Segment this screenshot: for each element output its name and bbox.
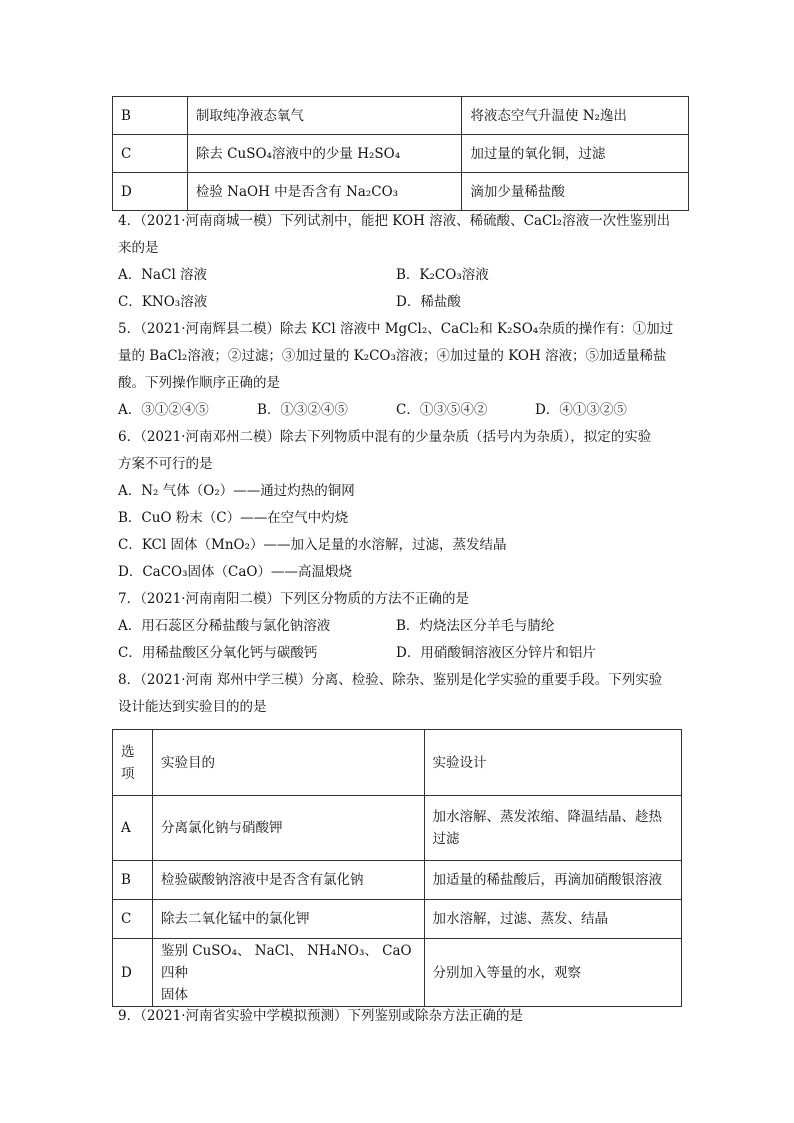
- table-row: [113, 97, 689, 135]
- design-cell: 分别加入等量的水，观察: [424, 939, 681, 1007]
- table-row: [113, 135, 689, 173]
- purpose-l1: 鉴别 CuSO₄、 NaCl、 NH₄NO₃、 CaO 四种: [160, 942, 412, 981]
- q6-option-d: D．CaCO₃固体（CaO）——高温煅烧: [118, 564, 352, 580]
- q5-option-a: A．③①②④⑤: [118, 402, 209, 418]
- q4-option-a: A．NaCl 溶液: [118, 267, 208, 283]
- design-cell: 加水溶解，过滤、蒸发、结晶: [424, 900, 681, 939]
- options-table-q3: [112, 96, 689, 211]
- design-l2: 过滤: [432, 831, 460, 847]
- q5-option-b: B．①③②④⑤: [257, 402, 348, 418]
- design-l1: 加水溶解、蒸发浓缩、降温结晶、趁热: [432, 809, 663, 825]
- q7-option-c: C．用稀盐酸区分氧化钙与碳酸钙: [118, 645, 318, 661]
- q8-stem-cont: 设计能达到实验目的的是: [118, 699, 267, 715]
- header-option: [113, 730, 153, 796]
- q7-option-a: A．用石蕊区分稀盐酸与氯化钠溶液: [118, 618, 331, 634]
- option-cell: B: [113, 861, 153, 900]
- q8-stem: 8．（2021·河南 郑州中学三模）分离、检验、除杂、鉴别是化学实验的重要手段。下列实验: [118, 672, 663, 688]
- purpose-cell: 检验 NaOH 中是否含有 Na₂CO₃: [187, 173, 462, 211]
- option-cell: C: [113, 135, 188, 173]
- table-header-row: [113, 730, 682, 796]
- header-design: 实验设计: [424, 730, 681, 796]
- purpose-cell: 除去二氧化锰中的氯化钾: [152, 900, 424, 939]
- table-row: [113, 861, 682, 900]
- q5-option-c: C．①③⑤④②: [396, 402, 488, 418]
- method-cell: 滴加少量稀盐酸: [462, 173, 689, 211]
- q5-stem-cont2: 酸。下列操作顺序正确的是: [118, 375, 280, 391]
- header-option-l1: 选: [121, 743, 135, 760]
- option-cell: D: [113, 173, 188, 211]
- q5-stem-cont: 量的 BaCl₂溶液；②过滤；③加过量的 K₂CO₃溶液；④加过量的 KOH 溶液；⑤加适量稀盐: [118, 348, 667, 364]
- q6-option-b: B．CuO 粉末（C）——在空气中灼烧: [118, 510, 349, 526]
- design-cell: [424, 796, 681, 861]
- q7-stem: 7．（2021·河南南阳二模）下列区分物质的方法不正确的是: [118, 591, 469, 607]
- option-cell: C: [113, 900, 153, 939]
- purpose-cell: 制取纯净液态氧气: [187, 97, 462, 135]
- options-table-q8: [112, 729, 682, 1007]
- q7-option-d: D．用硝酸铜溶液区分锌片和铝片: [396, 645, 596, 661]
- q9-stem: 9．（2021·河南省实验中学模拟预测）下列鉴别或除杂方法正确的是: [118, 1008, 523, 1024]
- q5-option-d: D．④①③②⑤: [535, 402, 627, 418]
- purpose-cell: 检验碳酸钠溶液中是否含有氯化钠: [152, 861, 424, 900]
- q5-stem: 5．（2021·河南辉县二模）除去 KCl 溶液中 MgCl₂、CaCl₂和 K₂SO₄杂质的操作有：①加过: [118, 321, 674, 337]
- q6-stem-cont: 方案不可行的是: [118, 456, 213, 472]
- q4-option-d: D．稀盐酸: [396, 294, 461, 310]
- q4-stem: 4．（2021·河南商城一模）下列试剂中，能把 KOH 溶液、稀硫酸、CaCl₂溶液一次性鉴别出: [118, 213, 671, 229]
- table-row: [113, 173, 689, 211]
- option-cell: D: [113, 939, 153, 1007]
- purpose-cell: [152, 939, 424, 1007]
- q6-option-a: A．N₂ 气体（O₂）——通过灼热的铜网: [118, 483, 355, 499]
- option-cell: A: [113, 796, 153, 861]
- table-row: [113, 796, 682, 861]
- q4-option-c: C．KNO₃溶液: [118, 294, 208, 310]
- q6-option-c: C．KCl 固体（MnO₂）——加入足量的水溶解，过滤，蒸发结晶: [118, 537, 507, 553]
- q4-option-b: B．K₂CO₃溶液: [396, 267, 489, 283]
- design-cell: 加适量的稀盐酸后，再滴加硝酸银溶液: [424, 861, 681, 900]
- purpose-cell: 除去 CuSO₄溶液中的少量 H₂SO₄: [187, 135, 462, 173]
- header-purpose: 实验目的: [152, 730, 424, 796]
- table-row: [113, 939, 682, 1007]
- q6-stem: 6．（2021·河南邓州二模）除去下列物质中混有的少量杂质（括号内为杂质），拟定的实验: [118, 429, 652, 445]
- option-cell: B: [113, 97, 188, 135]
- method-cell: 将液态空气升温使 N₂逸出: [462, 97, 689, 135]
- purpose-l2: 固体: [160, 986, 188, 1003]
- table-row: [113, 900, 682, 939]
- q4-stem-cont: 来的是: [118, 240, 159, 256]
- header-option-l2: 项: [121, 765, 135, 782]
- purpose-cell: 分离氯化钠与硝酸钾: [152, 796, 424, 861]
- method-cell: 加过量的氧化铜，过滤: [462, 135, 689, 173]
- q7-option-b: B．灼烧法区分羊毛与腈纶: [396, 618, 555, 634]
